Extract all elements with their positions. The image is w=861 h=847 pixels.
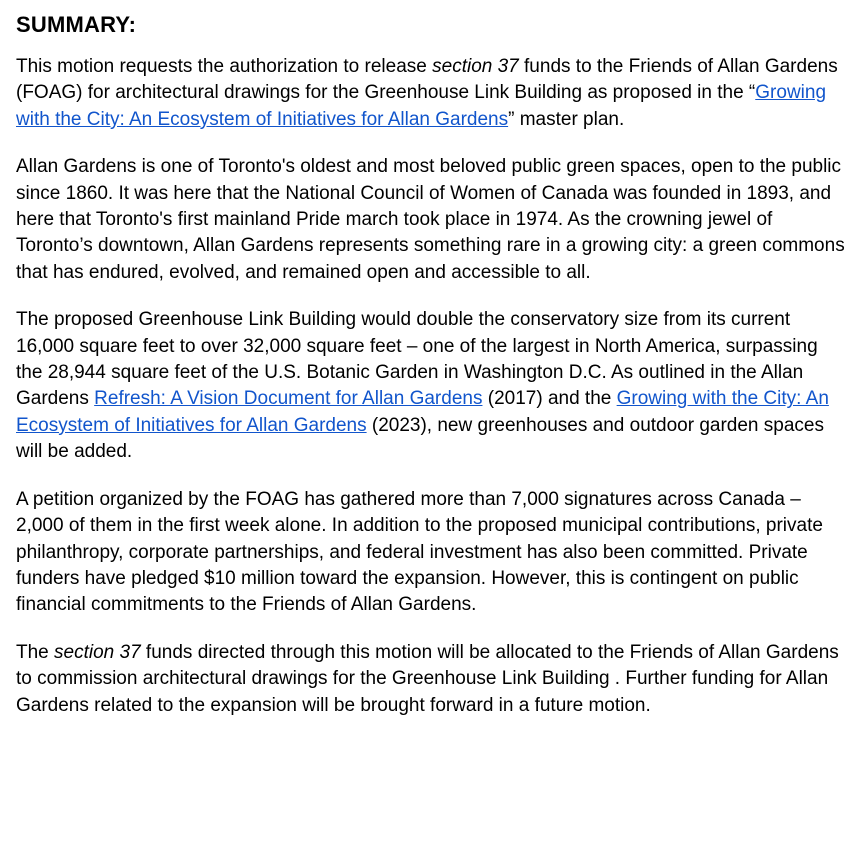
paragraph-text: The proposed Greenhouse Link Building would double the conservatory size from its current 16,000 square feet to over 32,000 square feet – one of the largest in North America, surpassing the 28,944 square feet of the U.S. Botanic Garden in Washington D.C. As outlined in the Allan Gardens [16,309,818,410]
growing-with-the-city-link[interactable]: Growing with the City: An Ecosystem of Initiatives for Allan Gardens [16,82,827,130]
paragraph-text: This motion requests the authorization to release [16,56,433,77]
paragraph-motion-request [16,54,846,133]
document-page [16,8,846,740]
refresh-vision-document-link[interactable]: Refresh: A Vision Document for Allan Gardens [94,388,483,410]
paragraph-history: Allan Gardens is one of Toronto's oldest and most beloved public green spaces, open to the public since 1860. It was here that the National Council of Women of Canada was founded in 1893, and here that Toronto's first mainland Pride march took place in 1974. As the crowning jewel of Toronto’s downtown, Allan Gardens represents something rare in a growing city: a green commons that has endured, evolved, and remained open and accessible to all. [16,156,845,283]
paragraph-text: ” master plan. [508,108,625,130]
paragraph-text: (2017) and the [482,388,617,410]
paragraph-text: The [16,641,55,663]
paragraph-text: funds to the Friends of Allan Gardens (FOAG) for architectural drawings for the Greenhouse Link Building as proposed in the “ [16,56,838,104]
paragraph-text: (2023), new greenhouses and outdoor garden spaces will be added. [16,414,824,463]
growing-with-the-city-link-2[interactable]: Growing with the City: An Ecosystem of Initiatives for Allan Gardens [16,388,829,436]
paragraph-funds-allocation [16,640,846,719]
section-37-emphasis: section 37 [432,56,519,77]
summary-heading: SUMMARY: [16,12,137,37]
paragraph-greenhouse-link [16,307,846,465]
paragraph-text: funds directed through this motion will be allocated to the Friends of Allan Gardens to commission architectural drawings for the Greenhouse Link Building . Further funding for Allan Gardens related to the expansion will be brought forward in a future motion. [16,641,839,716]
section-37-emphasis: section 37 [54,641,141,663]
paragraph-petition: A petition organized by the FOAG has gathered more than 7,000 signatures across Canada – 2,000 of them in the first week alone. In addition to the proposed municipal contributions, private philanthropy, corporate partnerships, and federal investment has also been committed. Private funders have pledged $10 million toward the expansion. However, this is contingent on public financial commitments to the Friends of Allan Gardens. [16,488,823,616]
